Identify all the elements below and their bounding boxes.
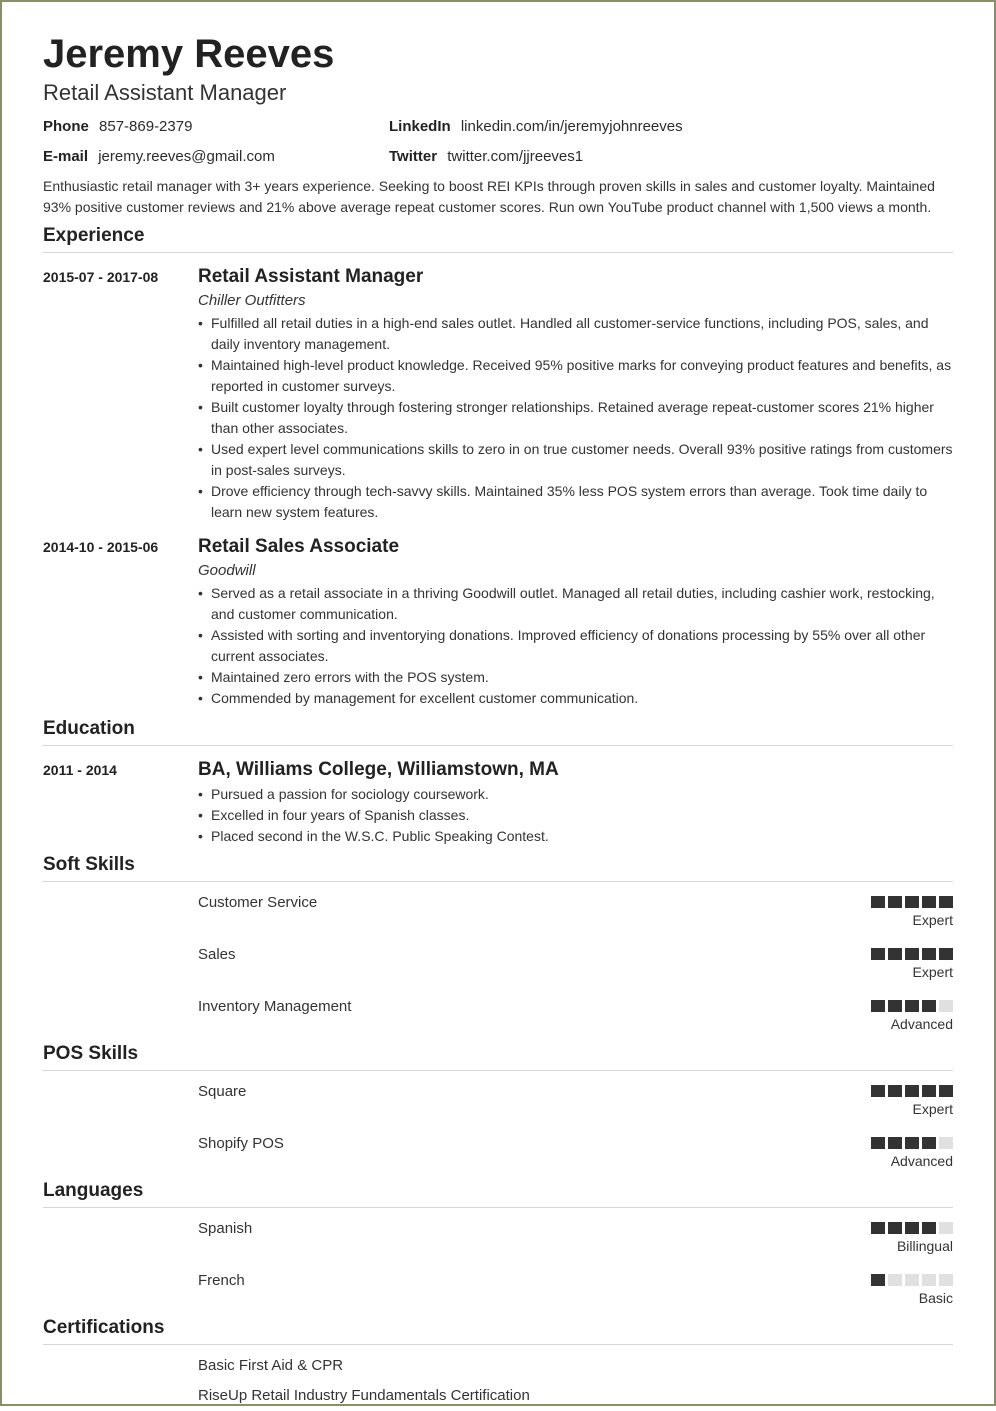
bullet-item: • Assisted with sorting and inventorying donations. Improved efficiency of donations processing by 55% over all other current associates. <box>198 625 953 667</box>
rating-dot-filled <box>871 1137 885 1149</box>
contact-email <box>43 146 389 168</box>
section-title-experience: Experience <box>43 224 953 253</box>
skill-name: Sales <box>198 946 236 963</box>
rating-dots <box>871 948 953 960</box>
entry-body <box>198 758 953 847</box>
rating-dot-empty <box>939 1274 953 1286</box>
section-title-certifications: Certifications <box>43 1316 953 1345</box>
degree-title: BA, Williams College, Williamstown, MA <box>198 759 559 780</box>
rating-dot-filled <box>922 896 936 908</box>
entry-body <box>198 265 953 523</box>
rating-dot-filled <box>871 1274 885 1286</box>
rating-dots <box>871 1137 953 1149</box>
skill-row <box>43 1123 953 1175</box>
certification-item: RiseUp Retail Industry Fundamentals Certification <box>198 1387 530 1404</box>
bullet-item: • Commended by management for excellent customer communication. <box>198 688 953 709</box>
job-bullets <box>198 313 953 523</box>
skill-name: Square <box>198 1083 247 1100</box>
skill-name: Spanish <box>198 1220 253 1237</box>
rating-dots <box>871 1274 953 1286</box>
skill-level: Advanced <box>890 1016 953 1032</box>
rating-dots <box>871 1000 953 1012</box>
rating-dot-filled <box>888 1222 902 1234</box>
skill-level: Expert <box>912 964 953 980</box>
job-title: Retail Assistant Manager <box>198 266 424 287</box>
email-value[interactable]: jeremy.reeves@gmail.com <box>98 148 275 165</box>
job-title: Retail Sales Associate <box>198 536 400 557</box>
rating-dot-filled <box>922 1137 936 1149</box>
rating-dot-filled <box>871 1222 885 1234</box>
skill-rating <box>871 1123 953 1175</box>
section-title-soft-skills: Soft Skills <box>43 853 953 882</box>
skill-level: Expert <box>912 912 953 928</box>
rating-dot-filled <box>888 948 902 960</box>
skill-spacer <box>43 1208 198 1260</box>
soft-skills-list <box>43 882 953 1038</box>
experience-entry <box>43 535 953 709</box>
bullet-item: • Served as a retail associate in a thriving Goodwill outlet. Managed all retail duties, including cashier work, restocking, and customer communication. <box>198 583 953 625</box>
rating-dot-filled <box>939 948 953 960</box>
rating-dot-filled <box>871 1085 885 1097</box>
contact-block <box>43 116 953 168</box>
skill-name: Inventory Management <box>198 998 352 1015</box>
bullet-item: • Placed second in the W.S.C. Public Speaking Contest. <box>198 826 953 847</box>
rating-dot-filled <box>888 896 902 908</box>
job-company: Chiller Outfitters <box>198 292 306 309</box>
linkedin-value[interactable]: linkedin.com/in/jeremyjohnreeves <box>460 118 683 135</box>
bullet-item: • Used expert level communications skills to zero in on true customer needs. Overall 93% positive ratings from customers in post-sales surveys. <box>198 439 953 481</box>
candidate-name: Jeremy Reeves <box>43 32 335 76</box>
rating-dot-empty <box>939 1000 953 1012</box>
skill-row <box>43 1260 953 1312</box>
bullet-item: • Maintained zero errors with the POS system. <box>198 667 953 688</box>
rating-dot-filled <box>922 1085 936 1097</box>
skill-row <box>43 882 953 934</box>
certifications-list <box>43 1351 953 1411</box>
rating-dot-empty <box>939 1222 953 1234</box>
bullet-item: • Pursued a passion for sociology coursework. <box>198 784 953 805</box>
rating-dot-empty <box>905 1274 919 1286</box>
linkedin-label: LinkedIn <box>389 118 451 135</box>
skill-level: Expert <box>912 1101 953 1117</box>
rating-dot-filled <box>922 1222 936 1234</box>
contact-linkedin <box>389 116 953 138</box>
entry-date: 2011 - 2014 <box>43 762 117 778</box>
entry-body <box>198 535 953 709</box>
bullet-item: • Built customer loyalty through fostering stronger relationships. Retained average repeat-customer scores 21% higher than other associates. <box>198 397 953 439</box>
rating-dot-filled <box>939 1085 953 1097</box>
rating-dot-filled <box>905 1000 919 1012</box>
skill-rating <box>871 986 953 1038</box>
rating-dot-filled <box>871 896 885 908</box>
skill-spacer <box>43 934 198 986</box>
rating-dot-empty <box>939 1137 953 1149</box>
job-bullets <box>198 583 953 709</box>
skill-spacer <box>43 986 198 1038</box>
section-title-education: Education <box>43 717 953 746</box>
skill-rating <box>871 882 953 934</box>
rating-dot-filled <box>905 1222 919 1234</box>
skill-rating <box>871 1260 953 1312</box>
bullet-item: • Excelled in four years of Spanish classes. <box>198 805 953 826</box>
skill-row <box>43 986 953 1038</box>
contact-phone <box>43 116 389 138</box>
skill-row <box>43 1071 953 1123</box>
candidate-title: Retail Assistant Manager <box>43 80 287 105</box>
twitter-value[interactable]: twitter.com/jjreeves1 <box>447 148 584 165</box>
twitter-label: Twitter <box>389 148 438 165</box>
bullet-item: • Fulfilled all retail duties in a high-end sales outlet. Handled all customer-service functions, including POS, sales, and daily inventory management. <box>198 313 953 355</box>
skill-rating <box>871 934 953 986</box>
rating-dot-filled <box>888 1137 902 1149</box>
rating-dot-filled <box>922 948 936 960</box>
skill-spacer <box>43 1071 198 1123</box>
phone-value: 857-869-2379 <box>99 118 193 135</box>
bullet-item: • Maintained high-level product knowledge. Received 95% positive marks for conveying product features and benefits, as reported in customer surveys. <box>198 355 953 397</box>
section-title-pos-skills: POS Skills <box>43 1042 953 1071</box>
rating-dot-filled <box>905 948 919 960</box>
rating-dot-filled <box>871 948 885 960</box>
entry-date: 2015-07 - 2017-08 <box>43 269 159 285</box>
bullet-item: • Drove efficiency through tech-savvy skills. Maintained 35% less POS system errors than average. Took time daily to learn new system features. <box>198 481 953 523</box>
phone-label: Phone <box>43 118 89 135</box>
rating-dot-empty <box>888 1274 902 1286</box>
section-title-languages: Languages <box>43 1179 953 1208</box>
skill-row <box>43 1208 953 1260</box>
summary-paragraph: Enthusiastic retail manager with 3+ years experience. Seeking to boost REI KPIs through proven skills in sales and customer loyalty. Maintained 93% positive customer reviews and 21% above average repeat customer scores. Run own YouTube product channel with 1,500 views a month. <box>43 178 935 215</box>
entry-date: 2014-10 - 2015-06 <box>43 539 159 555</box>
languages-list <box>43 1208 953 1312</box>
pos-skills-list <box>43 1071 953 1175</box>
rating-dot-filled <box>905 1085 919 1097</box>
rating-dot-filled <box>939 896 953 908</box>
rating-dot-filled <box>922 1000 936 1012</box>
rating-dot-filled <box>905 1137 919 1149</box>
skill-spacer <box>43 882 198 934</box>
job-company: Goodwill <box>198 562 256 579</box>
skill-level: Billingual <box>896 1238 953 1254</box>
rating-dot-filled <box>871 1000 885 1012</box>
skill-row <box>43 934 953 986</box>
rating-dot-filled <box>888 1085 902 1097</box>
skill-level: Basic <box>918 1290 953 1306</box>
email-label: E-mail <box>43 148 89 165</box>
skill-level: Advanced <box>890 1153 953 1169</box>
contact-twitter <box>389 146 953 168</box>
rating-dots <box>871 1222 953 1234</box>
skill-spacer <box>43 1260 198 1312</box>
skill-spacer <box>43 1123 198 1175</box>
education-bullets <box>198 784 953 847</box>
skill-name: French <box>198 1272 245 1289</box>
rating-dot-empty <box>922 1274 936 1286</box>
experience-entry <box>43 265 953 523</box>
rating-dot-filled <box>888 1000 902 1012</box>
certification-item: Basic First Aid & CPR <box>198 1357 344 1374</box>
rating-dots <box>871 896 953 908</box>
rating-dot-filled <box>905 896 919 908</box>
education-entry <box>43 758 953 847</box>
rating-dots <box>871 1085 953 1097</box>
skill-name: Shopify POS <box>198 1135 284 1152</box>
skill-rating <box>871 1208 953 1260</box>
skill-name: Customer Service <box>198 894 318 911</box>
skill-rating <box>871 1071 953 1123</box>
